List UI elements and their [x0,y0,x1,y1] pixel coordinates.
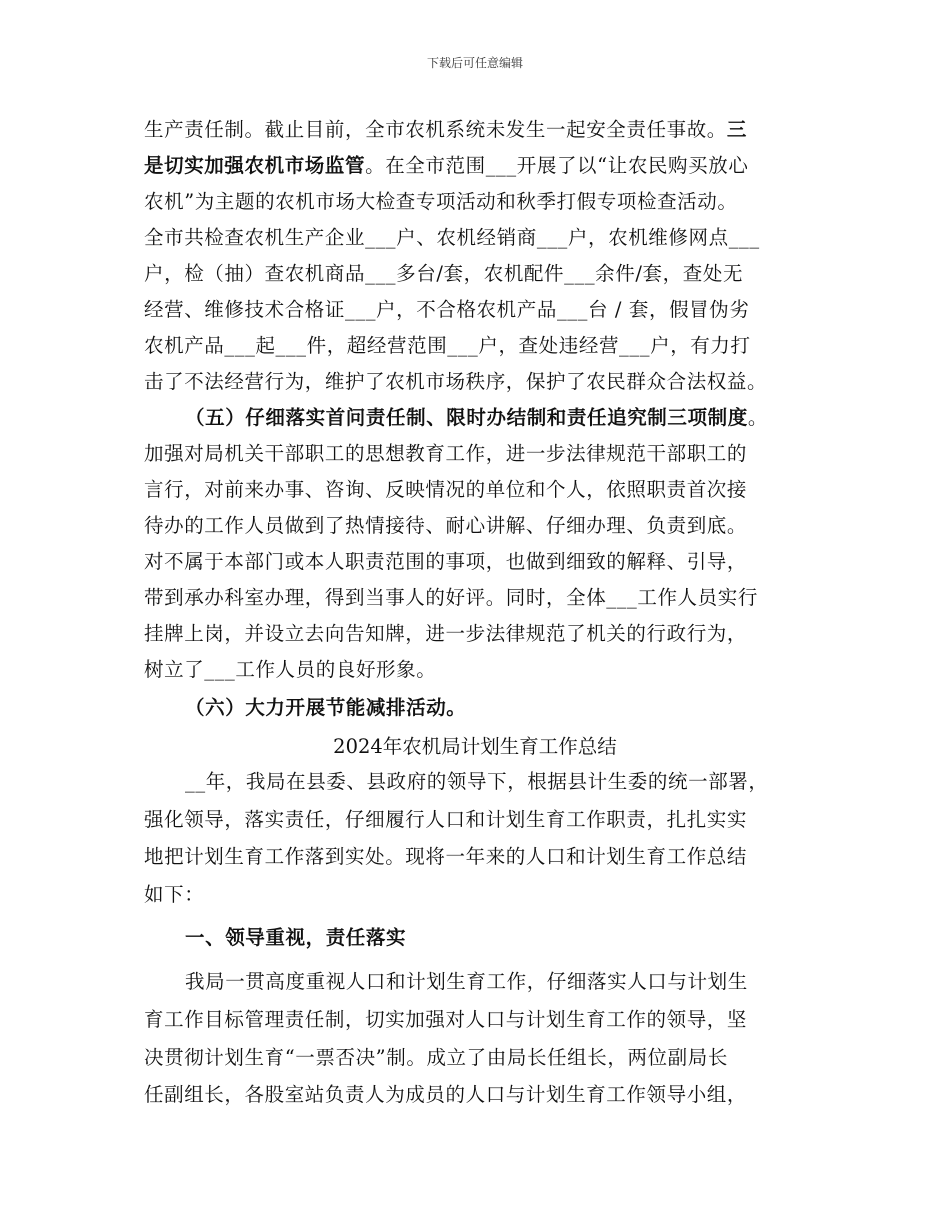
text-line: 对不属于本部门或本人职责范围的事项，也做到细致的解释、引导， [144,550,748,573]
text-line: 决贯彻计划生育“一票否决”制。成立了由局长任组长，两位副局长 [144,1046,728,1069]
section-heading: 一、领导重视，责任落实 [185,926,407,949]
text-line: 强化领导，落实责任，仔细履行人口和计划生育工作职责，扎扎实实 [144,808,748,831]
text-line: 树立了___工作人员的良好形象。 [144,658,437,681]
text-line: 待办的工作人员做到了热情接待、耐心讲解、仔细办理、负责到底。 [144,514,748,537]
text-line: 挂牌上岗，并设立去向告知牌，进一步法律规范了机关的行政行为， [144,622,748,645]
page-header: 下载后可任意编辑 [426,56,523,70]
section-heading: （六）大力开展节能减排活动。 [185,696,467,719]
bold-text-run: （五）仔细落实首问责任制、限时办结制和责任追究制三项制度 [185,406,748,429]
text-line [144,116,747,144]
text-line: 经营、维修技术合格证___户，不合格农机产品___台 / 套，假冒伪劣 [144,298,750,321]
text-run: 。在全市范围___开展了以“让农民购买放心 [365,154,749,177]
text-run: 。 [747,406,768,429]
text-line: 地把计划生育工作落到实处。现将一年来的人口和计划生育工作总结 [144,845,748,868]
text-line: 户，检（抽）查农机商品___多台/套，农机配件___余件/套，查处无 [144,262,744,285]
text-line: 农机”为主题的农机市场大检查专项活动和秋季打假专项检查活动。 [144,190,738,213]
text-line: 言行，对前来办事、咨询、反映情况的单位和个人，依照职责首次接 [144,478,748,501]
text-line: 全市共检查农机生产企业___户、农机经销商___户，农机维修网点___ [144,226,760,249]
text-line: 加强对局机关干部职工的思想教育工作，进一步法律规范干部职工的 [144,442,748,465]
text-line: 如下： [144,883,205,906]
section-heading [185,404,768,432]
text-line [144,152,748,180]
document-title: 2024年农机局计划生育工作总结 [333,735,617,758]
text-line: 育工作目标管理责任制，切实加强对人口与计划生育工作的领导，坚 [144,1008,748,1031]
text-line: 带到承办科室办理，得到当事人的好评。同时，全体___工作人员实行 [144,586,758,609]
bold-text-run: 三 [726,118,748,141]
text-run: 生产责任制。截止目前，全市农机系统未发生一起安全责任事故。 [144,118,727,141]
text-line: 击了不法经营行为，维护了农机市场秩序，保护了农民群众合法权益。 [144,370,768,393]
text-line: 我局一贯高度重视人口和计划生育工作，仔细落实人口与计划生 [185,970,748,993]
text-line: 任副组长，各股室站负责人为成员的人口与计划生育工作领导小组， [144,1083,748,1106]
text-line: 农机产品___起___件，超经营范围___户，查处违经营___户，有力打 [144,334,751,357]
text-line: __年，我局在县委、县政府的领导下，根据县计生委的统一部署， [185,770,769,793]
bold-text-run: 是切实加强农机市场监管 [144,154,366,177]
